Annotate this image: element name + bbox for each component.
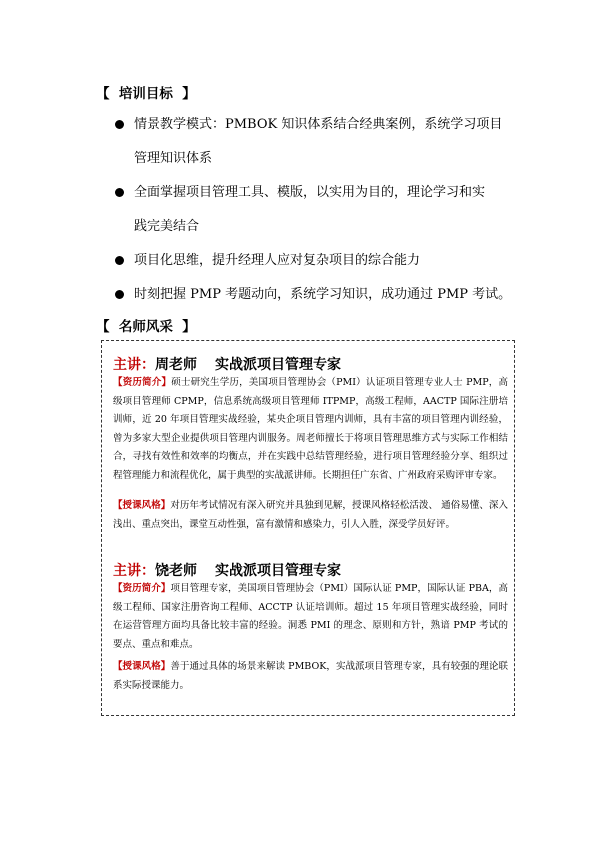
bio-text: 项目管理专家，美国项目管理协会（PMI）国际认证 PMP，国际认证 PBA，高级工程师、国家注册咨询工程师、ACCTP 认证培训师。超过 15 年项目管理实战经验，同时在运营管理方面均具备比较丰富的经验。洞悉 PMI 的理念、原则和方针，熟谙 PMP 考试的要点、重点和难点。 (113, 583, 508, 650)
style-tag: 【授课风格】 (113, 661, 171, 672)
style-tag: 【授课风格】 (113, 500, 171, 511)
list-item (112, 244, 532, 278)
teacher-heading (113, 560, 341, 580)
teacher-bio (113, 580, 508, 654)
teacher-name: 饶老师 (155, 563, 197, 579)
list-item (112, 176, 532, 244)
bullet-text-line1: 全面掌握项目管理工具、模版，以实用为目的，理论学习和实 (134, 185, 486, 200)
lecturer-label: 主讲： (113, 563, 155, 579)
teacher-heading (113, 354, 341, 374)
list-item (112, 108, 532, 176)
section-heading-teachers: 【 名师风采 】 (96, 319, 196, 335)
teacher-style (113, 497, 508, 534)
bullet-text-line1: 情景教学模式：PMBOK 知识体系结合经典案例，系统学习项目 (134, 117, 503, 132)
bullet-text-line2: 管理知识体系 (134, 151, 213, 166)
teacher-bio (113, 374, 508, 485)
list-item (112, 278, 532, 312)
bullet-icon (115, 256, 124, 265)
style-text: 对历年考试情况有深入研究并具独到见解，授课风格轻松活泼、 通俗易懂、深入浅出、重点突出，课堂互动性强，富有激情和感染力，引人入胜，深受学员好评。 (113, 500, 508, 530)
bullet-icon (115, 120, 124, 129)
teacher-style (113, 658, 508, 695)
bio-text: 硕士研究生学历，美国项目管理协会（PMI）认证项目管理专业人士 PMP，高级项目管理师 CPMP，信息系统高级项目管理师 ITPMP，高级工程师，AACTP 国际注册培训师，近 20 年项目管理实战经验，某央企项目管理内训师，具有丰富的项目管理内训经验，曾为多家大型企业提供项目管理内训服务。周老师擅长于将项目管理思维方式与实际工作相结合，寻找有效性和效率的均衡点，并在实践中总结管理经验，进行项目管理经验分享、组织过程管理能力和流程优化，属于典型的实战派讲师。长期担任广东省、广州政府采购评审专家。 (113, 377, 508, 481)
training-goals-list (112, 108, 532, 312)
lecturer-label: 主讲： (113, 357, 155, 373)
bullet-text-line1: 项目化思维，提升经理人应对复杂项目的综合能力 (134, 253, 421, 268)
style-text: 善于通过具体的场景来解读 PMBOK，实战派项目管理专家，具有较强的理论联系实际授课能力。 (113, 661, 508, 691)
teacher-title: 实战派项目管理专家 (215, 357, 341, 373)
bullet-icon (115, 290, 124, 299)
bullet-icon (115, 188, 124, 197)
bullet-text-line1: 时刻把握 PMP 考题动向，系统学习知识，成功通过 PMP 考试。 (134, 287, 512, 302)
bio-tag: 【资历简介】 (113, 377, 172, 388)
teacher-title: 实战派项目管理专家 (215, 563, 341, 579)
section-heading-training-goals: 【 培训目标 】 (96, 86, 196, 102)
bio-tag: 【资历简介】 (113, 583, 171, 594)
bullet-text-line2: 践完美结合 (134, 219, 200, 234)
teacher-name: 周老师 (155, 357, 197, 373)
